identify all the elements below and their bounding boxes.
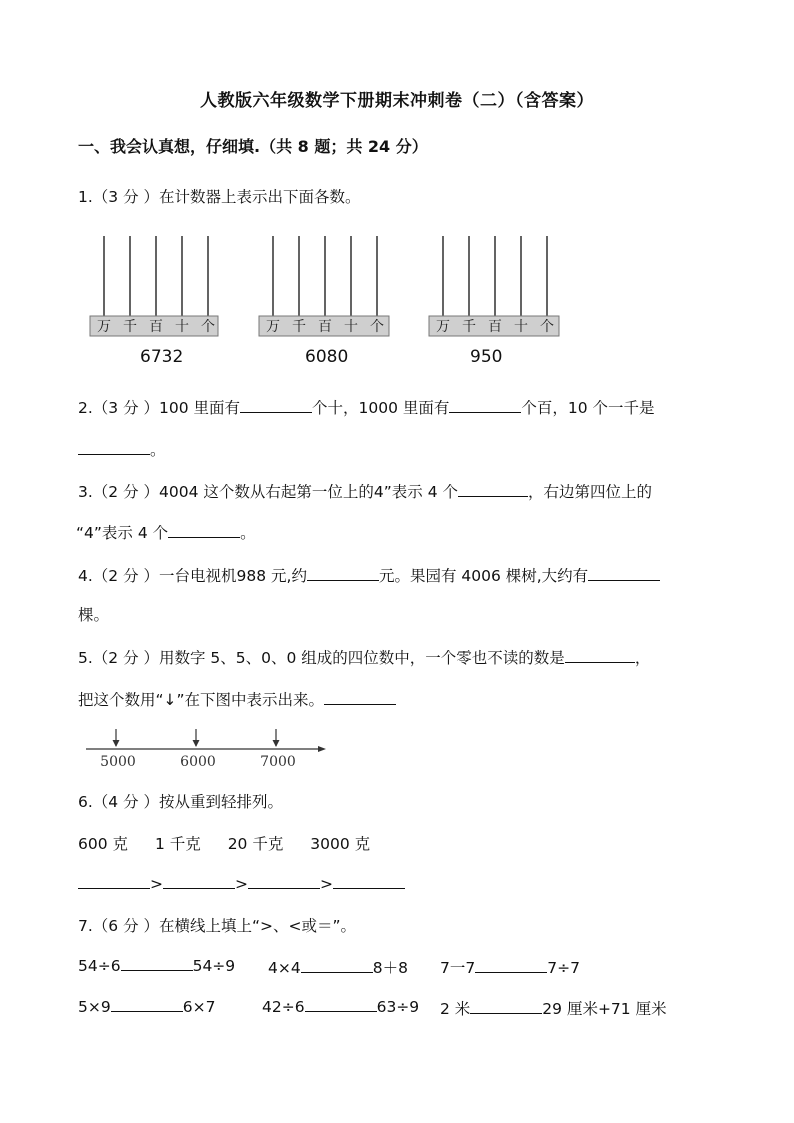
answer-blank[interactable]	[301, 958, 373, 973]
q5-text-a: 5.（2 分 ）用数字 5、5、0、0 组成的四位数中，一个零也不读的数是	[78, 649, 565, 667]
answer-blank[interactable]	[121, 956, 193, 971]
place-label-qian: 千	[292, 319, 306, 335]
compare-item	[78, 997, 215, 1016]
q3-text-a: 3.（2 分 ）4004 这个数从右起第一位上的4”表示 4 个	[78, 483, 458, 501]
place-label-shi: 十	[175, 319, 189, 335]
question-5-line-2	[78, 688, 396, 710]
greater-than-sign: >	[320, 875, 333, 893]
question-6-items	[78, 832, 370, 854]
answer-blank[interactable]	[305, 997, 377, 1012]
weight-item: 20 千克	[227, 835, 284, 853]
compare-left: 5×9	[78, 998, 111, 1016]
place-label-bai: 百	[488, 319, 502, 335]
q2-end: 。	[150, 441, 166, 459]
compare-left: 42÷6	[262, 998, 305, 1016]
abacus-2	[257, 232, 391, 342]
number-line-label-5000: 5000	[100, 754, 136, 770]
q2-text-c: 个百，10 个一千是	[521, 399, 655, 417]
answer-blank[interactable]	[333, 874, 405, 889]
q5-text-b: 把这个数用“↓”在下图中表示出来。	[78, 691, 325, 709]
compare-right: 63÷9	[376, 998, 420, 1016]
answer-blank[interactable]	[307, 566, 379, 581]
compare-left: 4×4	[268, 959, 301, 977]
question-2-line-1	[78, 396, 655, 418]
q5-end: ，	[634, 649, 651, 667]
answer-blank[interactable]	[475, 958, 547, 973]
question-2-line-2	[78, 438, 166, 460]
place-label-wan: 万	[266, 319, 280, 335]
q2-text-b: 个十，1000 里面有	[312, 399, 450, 417]
abacus-3-number: 950	[470, 347, 503, 367]
question-1-text: 1.（3 分 ）在计数器上表示出下面各数。	[78, 188, 361, 206]
abacus-2-number: 6080	[305, 347, 349, 367]
q2-text-a: 2.（3 分 ）100 里面有	[78, 399, 241, 417]
q3-end: 。	[240, 524, 256, 542]
place-label-bai: 百	[318, 319, 332, 335]
compare-right: 8＋8	[372, 959, 408, 977]
answer-blank[interactable]	[449, 398, 521, 413]
answer-blank[interactable]	[324, 690, 396, 705]
compare-item	[78, 956, 235, 975]
weight-item: 3000 克	[310, 835, 371, 853]
question-6-answer-row	[78, 874, 405, 893]
place-label-wan: 万	[97, 319, 111, 335]
compare-right: 54÷9	[192, 957, 236, 975]
place-label-ge: 个	[201, 319, 215, 335]
answer-blank[interactable]	[248, 874, 320, 889]
question-4-line-1	[78, 564, 660, 586]
compare-right: 6×7	[182, 998, 216, 1016]
place-label-bai: 百	[149, 319, 163, 335]
answer-blank[interactable]	[163, 874, 235, 889]
answer-blank[interactable]	[168, 523, 240, 538]
compare-right: 7÷7	[547, 959, 580, 977]
place-label-shi: 十	[514, 319, 528, 335]
question-4-line-2: 棵。	[78, 606, 110, 624]
answer-blank[interactable]	[78, 440, 150, 455]
compare-item	[440, 956, 580, 978]
answer-blank[interactable]	[470, 999, 542, 1014]
abacus-1	[88, 232, 220, 342]
question-7-text: 7.（6 分 ）在横线上填上“>、<或＝”。	[78, 917, 357, 935]
place-label-ge: 个	[370, 319, 384, 335]
place-label-qian: 千	[123, 319, 137, 335]
compare-left: 54÷6	[78, 957, 121, 975]
abacus-1-number: 6732	[140, 347, 184, 367]
place-label-wan: 万	[436, 319, 450, 335]
answer-blank[interactable]	[458, 482, 528, 497]
answer-blank[interactable]	[588, 566, 660, 581]
question-5-line-1	[78, 646, 650, 668]
abacus-3	[427, 232, 561, 342]
answer-blank[interactable]	[240, 398, 312, 413]
question-3-line-2	[76, 521, 256, 543]
answer-blank[interactable]	[565, 648, 635, 663]
compare-item	[440, 997, 667, 1019]
greater-than-sign: >	[235, 875, 248, 893]
question-6-text: 6.（4 分 ）按从重到轻排列。	[78, 793, 284, 811]
number-line-label-6000: 6000	[180, 754, 216, 770]
weight-item: 1 千克	[154, 835, 201, 853]
q3-text-c: “4”表示 4 个	[76, 524, 169, 542]
compare-item	[262, 997, 419, 1016]
answer-blank[interactable]	[78, 874, 150, 889]
question-3-line-1	[78, 480, 652, 502]
section-heading: 一、我会认真想，仔细填.（共 8 题；共 24 分）	[78, 137, 428, 156]
number-line	[86, 724, 326, 774]
compare-right: 29 厘米+71 厘米	[542, 1000, 667, 1018]
compare-left: 7一7	[440, 959, 476, 977]
compare-item	[268, 956, 408, 978]
answer-blank[interactable]	[111, 997, 183, 1012]
greater-than-sign: >	[150, 875, 163, 893]
q3-text-b: ，右边第四位上的	[528, 483, 653, 501]
number-line-label-7000: 7000	[260, 754, 296, 770]
place-label-ge: 个	[540, 319, 554, 335]
compare-left: 2 米	[440, 1000, 471, 1018]
q4-text-b: 元。果园有 4006 棵树,大约有	[378, 567, 589, 585]
place-label-qian: 千	[462, 319, 476, 335]
page-title: 人教版六年级数学下册期末冲刺卷（二）（含答案）	[200, 91, 594, 111]
weight-item: 600 克	[78, 835, 129, 853]
q4-text-a: 4.（2 分 ）一台电视机988 元,约	[78, 567, 307, 585]
place-label-shi: 十	[344, 319, 358, 335]
